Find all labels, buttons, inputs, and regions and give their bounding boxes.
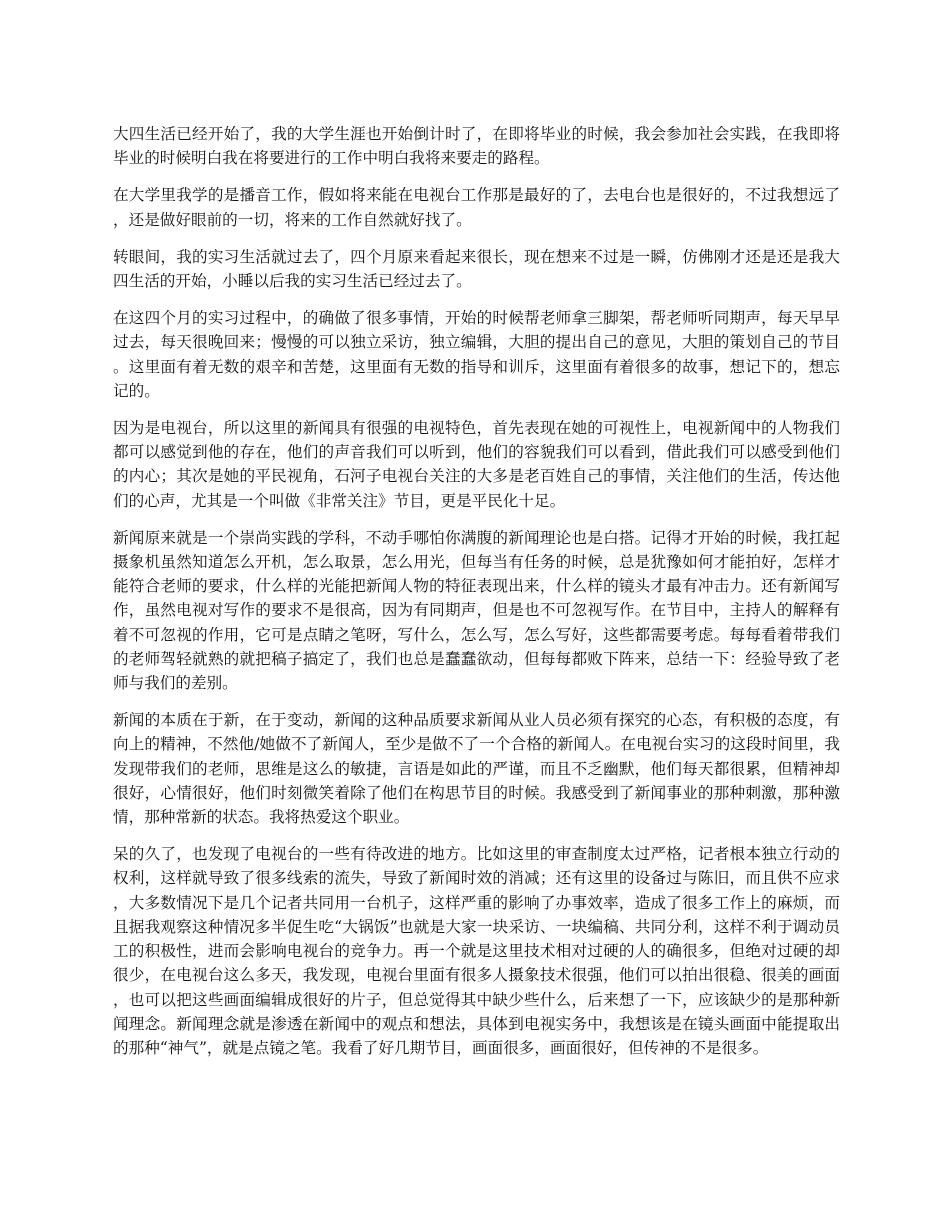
paragraph-8: 呆的久了，也发现了电视台的一些有待改进的地方。比如这里的审查制度太过严格，记者根本独立行动的权利，这样就导致了很多线索的流失，导致了新闻时效的消减；还有这里的设备过与陈旧，而且供不应求，大多数情况下是几个记者共同用一台机子，这样严重的影响了办事效率，造成了很多工作上的麻烦，而且据我观察这种情况多半促生吃“大锅饭”也就是大家一块采访、一块编稿、共同分利，这样不利于调动员工的积极性，进而会影响电视台的竞争力。再一个就是这里技术相对过硬的人的确很多，但绝对过硬的却很少，在电视台这么多天，我发现，电视台里面有很多人摄象技术很强，他们可以拍出很稳、很美的画面，也可以把这些画面编辑成很好的片子，但总觉得其中缺少些什么，后来想了一下，应该缺少的是那种新闻理念。新闻理念就是渗透在新闻中的观点和想法，具体到电视实务中，我想该是在镜头画面中能提取出的那种“神气”，就是点镜之笔。我看了好几期节目，画面很多，画面很好，但传神的不是很多。 (113, 845, 840, 1057)
paragraph-6: 新闻原来就是一个崇尚实践的学科，不动手哪怕你满腹的新闻理论也是白搭。记得才开始的时候，我扛起摄象机虽然知道怎么开机，怎么取景，怎么用光，但每当有任务的时候，总是犹豫如何才能拍好，怎样才能符合老师的要求，什么样的光能把新闻人物的特征表现出来，什么样的镜头才最有冲击力。还有新闻写作，虽然电视对写作的要求不是很高，因为有同期声，但是也不可忽视写作。在节目中，主持人的解释有着不可忽视的作用，它可是点睛之笔呀，写什么，怎么写，怎么写好，这些都需要考虑。每每看着带我们的老师驾轻就熟的就把稿子搞定了，我们也总是蠢蠢欲动，但每每都败下阵来，总结一下：经验导致了老师与我们的差别。 (113, 528, 840, 693)
paragraph-4: 在这四个月的实习过程中，的确做了很多事情，开始的时候帮老师拿三脚架，帮老师听同期声，每天早早过去，每天很晚回来；慢慢的可以独立采访，独立编辑，大胆的提出自己的意见，大胆的策划自己的节目。这里面有着无数的艰辛和苦楚，这里面有无数的指导和训斥，这里面有着很多的故事，想记下的，想忘记的。 (113, 309, 840, 400)
paragraph-2: 在大学里我学的是播音工作，假如将来能在电视台工作那是最好的了，去电台也是很好的，不过我想远了，还是做好眼前的一切，将来的工作自然就好找了。 (113, 186, 840, 229)
paragraph-1: 大四生活已经开始了，我的大学生涯也开始倒计时了，在即将毕业的时候，我会参加社会实践，在我即将毕业的时候明白我在将要进行的工作中明白我将来要走的路程。 (113, 125, 840, 168)
paragraph-5: 因为是电视台，所以这里的新闻具有很强的电视特色，首先表现在她的可视性上，电视新闻中的人物我们都可以感觉到他的存在，他们的声音我们可以听到，他们的容貌我们可以看到，借此我们可以感受到他们的内心；其次是她的平民视角，石河子电视台关注的大多是老百姓自己的事情，关注他们的生活，传达他们的心声，尤其是一个叫做《非常关注》节目，更是平民化十足。 (113, 419, 840, 510)
paragraph-7: 新闻的本质在于新，在于变动，新闻的这种品质要求新闻从业人员必须有探究的心态，有积极的态度，有向上的精神，不然他/她做不了新闻人，至少是做不了一个合格的新闻人。在电视台实习的这段时间里，我发现带我们的老师，思维是这么的敏捷，言语是如此的严谨，而且不乏幽默，他们每天都很累，但精神却很好，心情很好，他们时刻微笑着除了他们在构思节目的时候。我感受到了新闻事业的那种刺激，那种激情，那种常新的状态。我将热爱这个职业。 (113, 711, 840, 827)
paragraph-3: 转眼间，我的实习生活就过去了，四个月原来看起来很长，现在想来不过是一瞬，仿佛刚才还是还是我大四生活的开始，小睡以后我的实习生活已经过去了。 (113, 247, 840, 291)
document-body (113, 122, 840, 1073)
